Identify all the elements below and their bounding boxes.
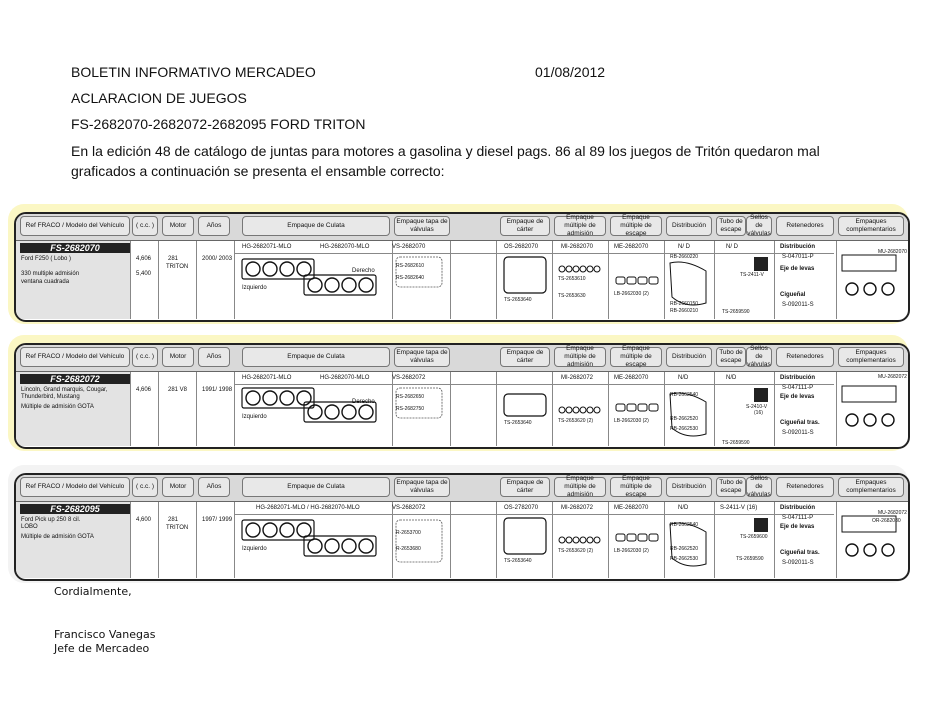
column-header-tubo: Tubo de escape	[716, 347, 746, 367]
years: 1997/ 1999	[202, 517, 233, 523]
intake-port	[559, 537, 565, 543]
valve-seal-drawing	[754, 388, 768, 402]
column-header-ref: Ref FRACO / Modelo del Vehículo	[20, 477, 130, 497]
right-label: Derecho	[352, 268, 375, 274]
cylinder-bore	[359, 539, 373, 553]
exhaust-port	[638, 277, 647, 284]
cylinder-bore	[280, 262, 294, 276]
exhaust-port	[638, 534, 647, 541]
intake-port	[566, 537, 572, 543]
column-header-retenedores: Retenedores	[776, 347, 834, 367]
valve-seal-1: S-2410-V	[746, 404, 768, 410]
exhaust-pipe: N/D	[726, 375, 737, 381]
intake-gasket: MI-2682072	[561, 375, 594, 381]
seal-label-cam: Eje de levas	[780, 266, 815, 272]
valve-cover-seal-2: RS-2682640	[396, 275, 425, 281]
intake-manifold-drawing	[842, 255, 896, 271]
ring-gasket	[882, 414, 894, 426]
seal-label-timing: Distribución	[780, 505, 816, 511]
intake-port	[573, 266, 579, 272]
column-header-anos: Años	[198, 347, 230, 367]
valve-cover-drawing	[396, 520, 442, 562]
cylinder-bore	[342, 278, 356, 292]
cylinder-bore	[246, 391, 260, 405]
intake-port	[566, 407, 572, 413]
oil-pan-drawing	[504, 518, 546, 554]
timing-seal-1: RB-2660220	[670, 254, 699, 260]
intake-port	[580, 266, 586, 272]
oil-pan-drawing	[504, 257, 546, 293]
seal-label-cam: Eje de levas	[780, 524, 815, 530]
cylinder-bore	[246, 262, 260, 276]
column-header-culata: Empaque de Culata	[242, 477, 390, 497]
closing-text: Cordialmente,	[54, 585, 132, 598]
column-header-anos: Años	[198, 216, 230, 236]
oil-pan-gasket: OS-2782070	[504, 505, 539, 511]
column-header-tapa: Empaque tapa de válvulas	[394, 216, 450, 236]
cylinder-bore	[297, 262, 311, 276]
ring-gasket	[864, 283, 876, 295]
valve-cover-seal-1: R-2653700	[396, 530, 421, 536]
vehicle-note-2: ventana cuadrada	[21, 279, 70, 285]
intake-port	[573, 537, 579, 543]
bulletin-date: 01/08/2012	[535, 64, 606, 80]
bulletin-title: BOLETIN INFORMATIVO MERCADEO	[71, 64, 316, 80]
exhaust-port	[616, 404, 625, 411]
column-header-tapa: Empaque tapa de válvulas	[394, 477, 450, 497]
column-header-motor: Motor	[162, 477, 194, 497]
complementary-gasket: MU-2682072	[878, 374, 907, 380]
column-header-cc: ( c.c. )	[132, 347, 158, 367]
valve-seal-drawing	[754, 257, 768, 271]
ring-gasket	[846, 414, 858, 426]
timing-cover-drawing	[670, 393, 706, 436]
right-label: Derecho	[352, 399, 375, 405]
cylinder-bore	[263, 391, 277, 405]
cylinder-bore	[308, 278, 322, 292]
column-header-ref: Ref FRACO / Modelo del Vehículo	[20, 216, 130, 236]
exhaust-seal: LB-2662030 (2)	[614, 291, 649, 297]
column-header-tubo: Tubo de escape	[716, 216, 746, 236]
column-header-admision: Empaque múltiple de admisión	[554, 347, 606, 367]
valve-seal-1: TS-2411-V	[740, 272, 764, 278]
exhaust-gasket: ME-2682070	[614, 505, 649, 511]
vehicle-name: Lincoln, Grand marquis, Cougar,	[21, 387, 108, 393]
column-header-tapa: Empaque tapa de válvulas	[394, 347, 450, 367]
vehicle-note: Múltiple de admisión GOTA	[21, 534, 94, 540]
bulletin-paragraph: En la edición 48 de catálogo de juntas para motores a gasolina y diesel pags. 86 al 89 los juegos de Tritón quedaron mal graficados a continuación se presenta el ensamble correcto:	[71, 143, 820, 179]
years: 1991/ 1998	[202, 387, 233, 393]
oil-pan-seal: TS-2653640	[504, 558, 532, 564]
exhaust-pipe: N/ D	[726, 244, 738, 250]
engine: 281	[168, 256, 179, 262]
valve-cover-seal-2: R-2653680	[396, 546, 421, 552]
left-label: Izquierdo	[242, 414, 267, 420]
exhaust-seal: LB-2662030 (2)	[614, 418, 649, 424]
valve-seal-1: TS-2659600	[740, 534, 768, 540]
seal-label-cam: Eje de levas	[780, 394, 815, 400]
vehicle-note: Múltiple de admisión GOTA	[21, 404, 94, 410]
timing-seal-3: RB-2662530	[670, 426, 699, 432]
intake-port	[587, 537, 593, 543]
timing-seal-2: RB-2662520	[670, 416, 699, 422]
cylinder-bore	[308, 405, 322, 419]
cylinder-bore	[342, 405, 356, 419]
valve-cover-gasket: VS-2682072	[392, 505, 426, 511]
intake-gasket: MI-2682070	[561, 244, 594, 250]
head-gasket-1: HG-2682071-MLO	[242, 375, 292, 381]
product-code: FS-2682072	[20, 374, 130, 384]
seal-crank: S-092011-S	[782, 560, 814, 566]
exhaust-port	[649, 404, 658, 411]
valve-seal-1b: (16)	[754, 410, 763, 416]
column-header-carter: Empaque de cárter	[500, 477, 550, 497]
oil-pan-seal: TS-2653640	[504, 420, 532, 426]
exhaust-port	[616, 534, 625, 541]
vehicle-name-2: LOBO	[21, 524, 38, 530]
column-header-retenedores: Retenedores	[776, 477, 834, 497]
bulletin-subtitle: ACLARACION DE JUEGOS	[71, 90, 247, 106]
panel-body	[16, 241, 908, 319]
vehicle-note: 330 multiple admisión	[21, 271, 80, 277]
column-header-sellos: Sellos de válvulas	[747, 345, 771, 368]
complementary-gasket: MU-2682070	[878, 249, 907, 255]
panel-body	[16, 372, 908, 446]
exhaust-port	[649, 277, 658, 284]
oil-pan-gasket: OS-2682070	[504, 244, 539, 250]
intake-port	[580, 407, 586, 413]
exhaust-port	[616, 277, 625, 284]
valve-cover-seal-1: RS-2682610	[396, 263, 425, 269]
cylinder-bore	[280, 391, 294, 405]
ring-gasket	[864, 544, 876, 556]
engine: 281 V8	[168, 387, 188, 393]
cylinder-bore	[280, 523, 294, 537]
timing: N/D	[678, 375, 689, 381]
cylinder-bore	[246, 523, 260, 537]
valve-cover-gasket: VS-2682072	[392, 375, 426, 381]
ring-gasket	[882, 544, 894, 556]
panel-header	[16, 345, 908, 372]
valve-cover-drawing	[396, 388, 442, 418]
valve-seal-drawing	[754, 518, 768, 532]
column-header-tubo: Tubo de escape	[716, 477, 746, 497]
engine: 281	[168, 517, 179, 523]
intake-port	[580, 537, 586, 543]
column-header-complementarios: Empaques complementarios	[838, 477, 904, 497]
cylinder-bore	[263, 523, 277, 537]
intake-port	[559, 266, 565, 272]
engine-2: TRITON	[166, 525, 189, 531]
column-header-complementarios: Empaques complementarios	[838, 216, 904, 236]
column-header-culata: Empaque de Culata	[242, 347, 390, 367]
column-header-carter: Empaque de cárter	[500, 347, 550, 367]
timing-seal-3: RB-2660210	[670, 308, 699, 314]
ring-gasket	[846, 283, 858, 295]
exhaust-port	[649, 534, 658, 541]
intake-seal-1: TS-2653620 (2)	[558, 548, 594, 554]
valve-seal-2: TS-2659590	[722, 309, 750, 315]
intake-port	[559, 407, 565, 413]
intake-manifold-drawing	[842, 386, 896, 402]
valve-seal-2: TS-2659590	[736, 556, 764, 562]
column-header-culata: Empaque de Culata	[242, 216, 390, 236]
cylinder-bore	[342, 539, 356, 553]
product-code: FS-2682095	[20, 504, 130, 514]
oil-pan-drawing	[504, 394, 546, 416]
valve-cover-seal-1: RS-2682650	[396, 394, 425, 400]
head-gasket-2: HG-2682070-MLO	[320, 244, 370, 250]
panel-header	[16, 475, 908, 502]
timing-seal-3: RB-2662530	[670, 556, 699, 562]
cylinder-bore	[325, 539, 339, 553]
complementary-gasket: MU-2682072	[878, 510, 907, 516]
timing-seal-2: RB-2662520	[670, 546, 699, 552]
column-header-distribucion: Distribución	[666, 477, 712, 497]
panel-body	[16, 502, 908, 578]
seal-timing: S-047011-P	[782, 254, 814, 260]
head-gasket-2: HG-2682070-MLO	[320, 375, 370, 381]
seal-label-crank: Cigueñal	[780, 292, 806, 298]
column-header-admision: Empaque múltiple de admisión	[554, 216, 606, 236]
product-panel-2	[14, 343, 910, 449]
seal-timing: S-047111-P	[782, 385, 814, 391]
intake-port	[594, 407, 600, 413]
intake-port	[573, 407, 579, 413]
ring-gasket	[846, 544, 858, 556]
cylinder-bore	[359, 278, 373, 292]
valve-cover-gasket: VS-2682070	[392, 244, 426, 250]
complementary-gasket-2: OR-2682080	[872, 518, 901, 524]
intake-port	[587, 407, 593, 413]
vehicle-name: Ford F250 ( Lobo )	[21, 256, 72, 262]
timing-seal-2: RB-2660150	[670, 301, 699, 307]
seal-label-crank: Cigueñal tras.	[780, 550, 820, 556]
intake-seal-1: TS-2653620 (2)	[558, 418, 594, 424]
cylinder-bore	[263, 262, 277, 276]
exhaust-pipe: S-2411-V (16)	[720, 505, 758, 511]
column-header-complementarios: Empaques complementarios	[838, 347, 904, 367]
cylinder-bore	[325, 405, 339, 419]
product-code: FS-2682070	[20, 243, 130, 253]
exhaust-port	[627, 277, 636, 284]
column-header-retenedores: Retenedores	[776, 216, 834, 236]
ring-gasket	[882, 283, 894, 295]
ring-gasket	[864, 414, 876, 426]
column-header-sellos: Sellos de válvulas	[747, 214, 771, 237]
seal-timing: S-047111-P	[782, 515, 814, 521]
cylinder-bore	[325, 278, 339, 292]
signer-name: Francisco Vanegas	[54, 628, 156, 641]
exhaust-gasket: ME-2682070	[614, 375, 649, 381]
column-header-motor: Motor	[162, 216, 194, 236]
column-header-escape: Empaque múltiple de escape	[610, 347, 662, 367]
bulletin-reference: FS-2682070-2682072-2682095 FORD TRITON	[71, 116, 366, 132]
signer-title: Jefe de Mercadeo	[54, 642, 150, 655]
exhaust-port	[638, 404, 647, 411]
column-header-carter: Empaque de cárter	[500, 216, 550, 236]
exhaust-gasket: ME-2682070	[614, 244, 649, 250]
column-header-cc: ( c.c. )	[132, 477, 158, 497]
column-header-motor: Motor	[162, 347, 194, 367]
timing: N/D	[678, 505, 689, 511]
intake-gasket: MI-2682072	[561, 505, 594, 511]
product-panel-1	[14, 212, 910, 322]
exhaust-port	[627, 404, 636, 411]
intake-port	[594, 537, 600, 543]
timing-seal-1: RB-2662540	[670, 522, 699, 528]
left-label: Izquierdo	[242, 546, 267, 552]
column-header-ref: Ref FRACO / Modelo del Vehículo	[20, 347, 130, 367]
valve-cover-seal-2: RS-2682750	[396, 406, 425, 412]
intake-manifold-drawing	[842, 516, 896, 532]
valve-seal-2: TS-2659590	[722, 440, 750, 446]
intake-seal-2: TS-2653630	[558, 293, 586, 299]
displacement-2: 5,400	[136, 271, 152, 277]
seal-label-crank: Cigueñal tras.	[780, 420, 820, 426]
engine-2: TRITON	[166, 264, 189, 270]
intake-seal-1: TS-2653610	[558, 276, 586, 282]
oil-pan-seal: TS-2653640	[504, 297, 532, 303]
displacement: 4,600	[136, 517, 152, 523]
column-header-escape: Empaque múltiple de escape	[610, 216, 662, 236]
intake-port	[587, 266, 593, 272]
years: 2000/ 2003	[202, 256, 233, 262]
exhaust-seal: LB-2662030 (2)	[614, 548, 649, 554]
left-label: Izquierdo	[242, 285, 267, 291]
timing-seal-1: RB-2662540	[670, 392, 699, 398]
seal-crank: S-092011-S	[782, 302, 814, 308]
head-gasket: HG-2682071-MLO / HG-2682070-MLO	[256, 505, 360, 511]
intake-port	[594, 266, 600, 272]
vehicle-name: Ford Pick up 250 8 cil.	[21, 517, 81, 523]
displacement: 4,606	[136, 387, 152, 393]
valve-cover-drawing	[396, 257, 442, 287]
displacement: 4,606	[136, 256, 152, 262]
gasket-drawings	[16, 502, 908, 578]
product-panel-3	[14, 473, 910, 581]
head-gasket-1: HG-2682071-MLO	[242, 244, 292, 250]
column-header-sellos: Sellos de válvulas	[747, 475, 771, 498]
timing-cover-drawing	[670, 262, 706, 305]
column-header-admision: Empaque múltiple de admisión	[554, 477, 606, 497]
exhaust-port	[627, 534, 636, 541]
seal-label-timing: Distribución	[780, 375, 816, 381]
timing: N/ D	[678, 244, 690, 250]
gasket-drawings	[16, 372, 908, 446]
column-header-cc: ( c.c. )	[132, 216, 158, 236]
seal-crank: S-092011-S	[782, 430, 814, 436]
cylinder-bore	[308, 539, 322, 553]
column-header-distribucion: Distribución	[666, 216, 712, 236]
column-header-anos: Años	[198, 477, 230, 497]
seal-label-timing: Distribución	[780, 244, 816, 250]
gasket-drawings	[16, 241, 908, 319]
vehicle-name-2: Thunderbird, Mustang	[21, 394, 80, 400]
intake-port	[566, 266, 572, 272]
column-header-distribucion: Distribución	[666, 347, 712, 367]
column-header-escape: Empaque múltiple de escape	[610, 477, 662, 497]
panel-header	[16, 214, 908, 241]
cylinder-bore	[297, 523, 311, 537]
cylinder-bore	[359, 405, 373, 419]
timing-cover-drawing	[670, 523, 706, 566]
